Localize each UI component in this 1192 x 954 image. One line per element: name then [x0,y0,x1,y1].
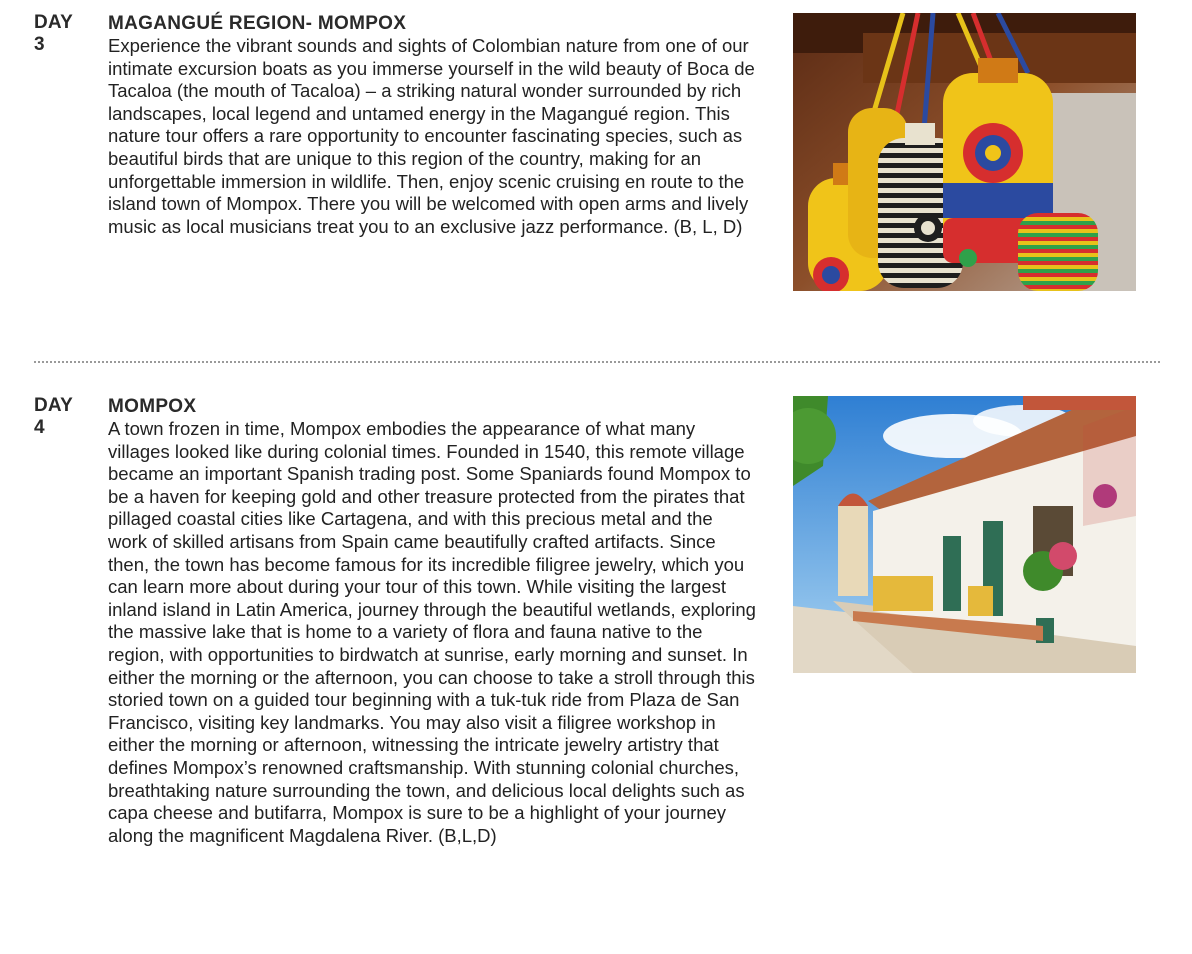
day-number: 4 [34,417,45,438]
day-3-description: Experience the vibrant sounds and sights of Colombian nature from one of our intimate excursion boats as you immerse yourself in the wild beauty of Boca de Tacaloa (the mouth of Tacaloa) – a striking natural wonder surrounded by rich landscapes, local legend and untamed energy in the Magangué region. This nature tour offers a rare opportunity to encounter fascinating species, such as beautiful birds that are unique to this region of the country, making for an unforgettable immersion in wildlife. Then, enjoy scenic cruising en route to the island town of Mompox. There you will be welcomed with open arms and lively music as local musicians treat you to an exclusive jazz performance. (B, L, D) [108,35,755,237]
day-4-photo-colonial-street [793,396,1136,673]
day-word: DAY [34,395,73,416]
day-3-label [34,12,94,56]
day-number: 3 [34,34,45,55]
day-word: DAY [34,12,73,33]
woven-bags-illustration [793,13,1136,291]
section-divider [34,361,1160,363]
day-4-label [34,395,94,439]
day-3-title: MAGANGUÉ REGION- MOMPOX [108,13,407,34]
day-3-photo-woven-bags [793,13,1136,291]
day-4-title: MOMPOX [108,396,197,417]
day-4-description: A town frozen in time, Mompox embodies the appearance of what many villages looked like during colonial times. Founded in 1540, this remote village became an important Spanish trading post. Some Spaniards found Mompox to be a haven for keeping gold and other treasure protected from the pirates that pillaged coastal cities like Cartagena, and with this precious metal and the work of skilled artisans from Spain came beautifully crafted artifacts. Since then, the town has become famous for its incredible filigree jewelry, which you can learn more about during your tour of this town. While visiting the largest inland island in Latin America, journey through the beautiful wetlands, exploring the massive lake that is home to a variety of flora and fauna native to the region, with opportunities to birdwatch at sunrise, early morning and sunset. In either the morning or the afternoon, you can choose to take a stroll through this storied town on a guided tour beginning with a tuk-tuk ride from Plaza de San Francisco, visiting key landmarks. You may also visit a filigree workshop in either the morning or afternoon, witnessing the intricate jewelry artistry that defines Mompox’s renowned craftsmanship. With stunning colonial churches, breathtaking nature surrounding the town, and delicious local delights such as capa cheese and butifarra, Mompox is sure to be a highlight of your journey along the magnificent Magdalena River. (B,L,D) [108,418,756,846]
colonial-street-illustration [793,396,1136,673]
